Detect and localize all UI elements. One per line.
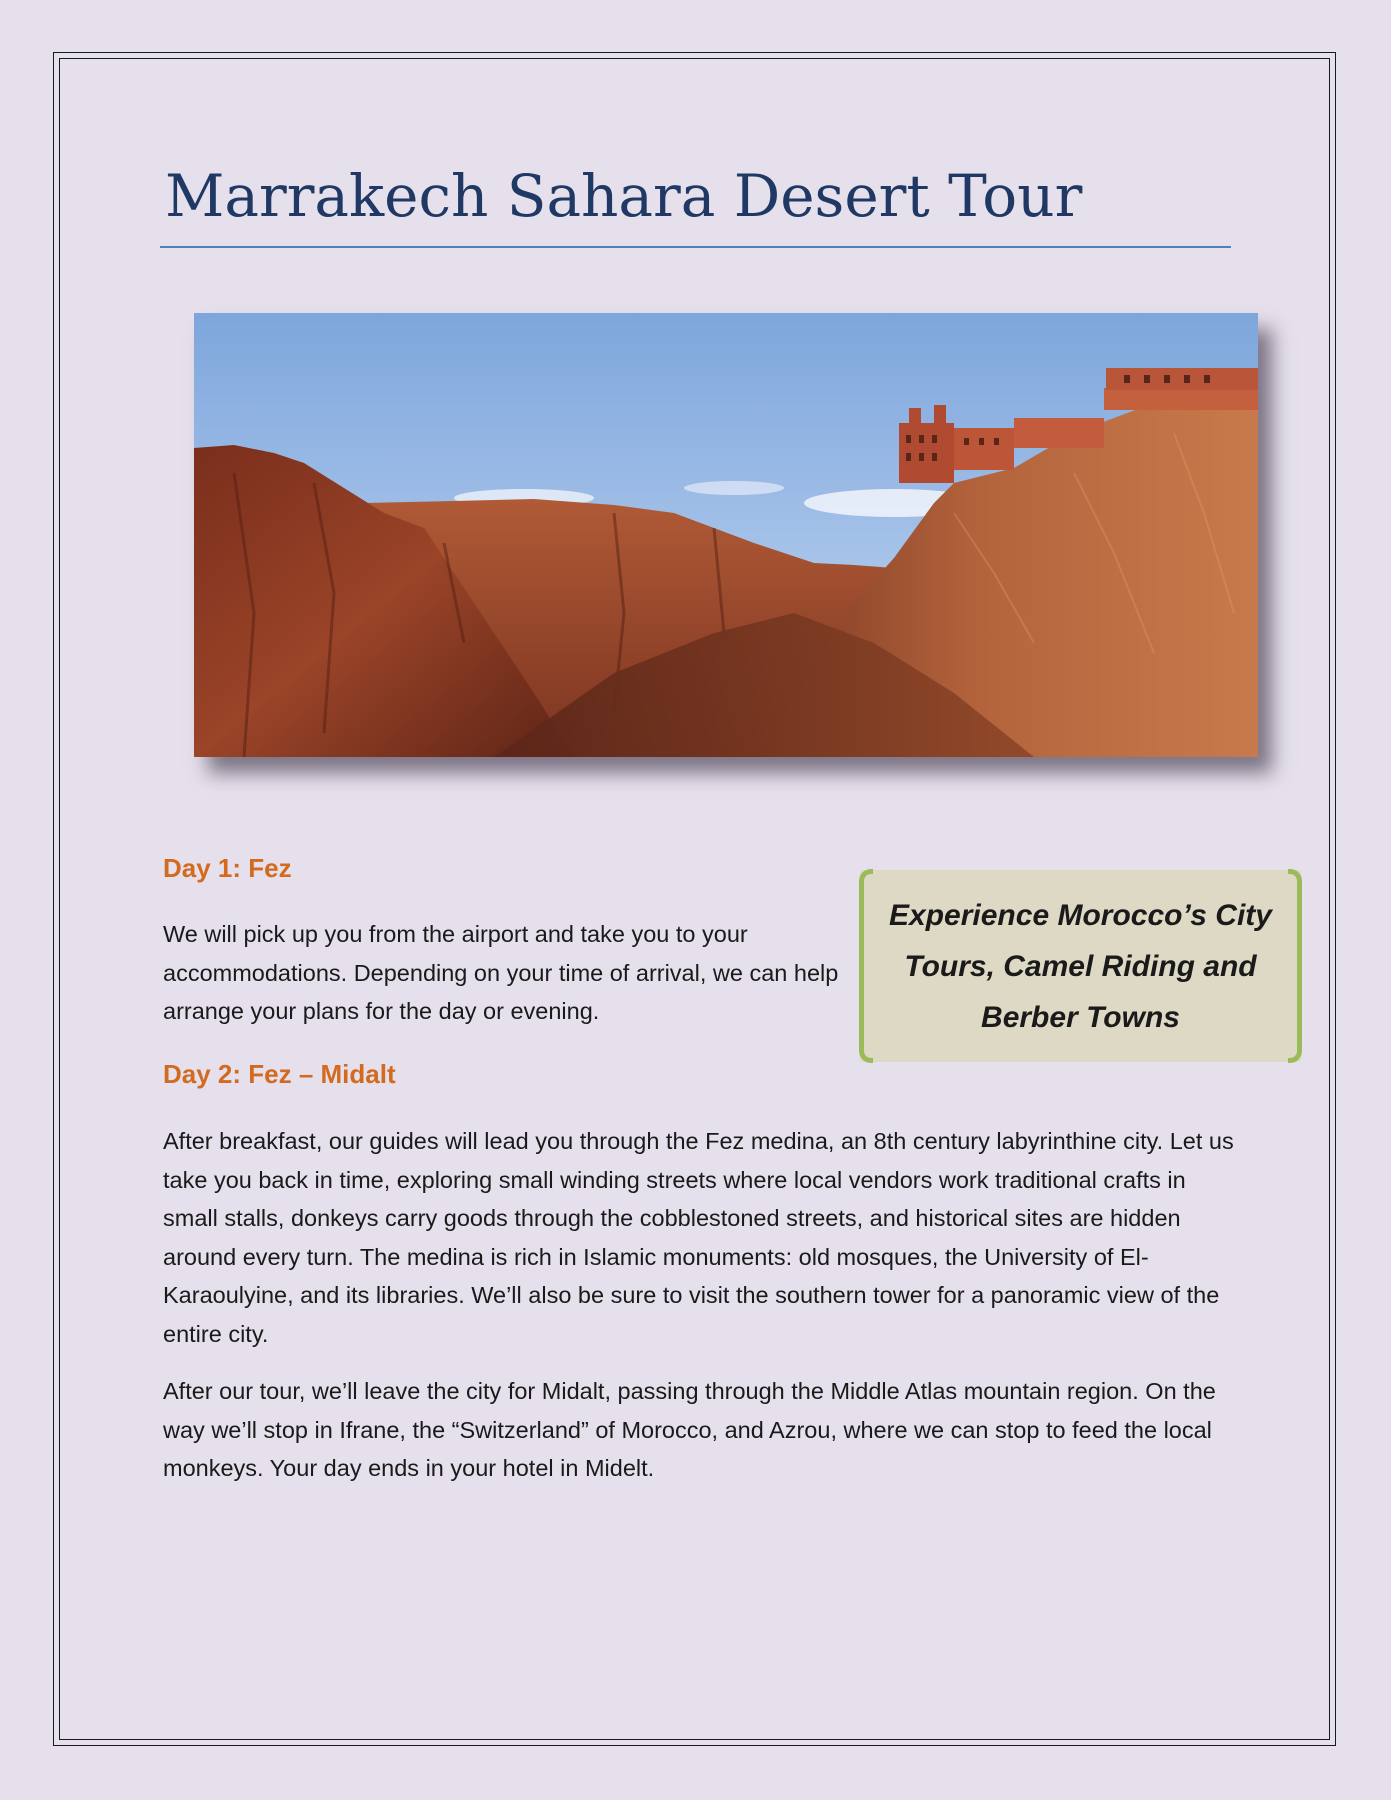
day-2-paragraph-2: After our tour, we’ll leave the city for Midalt, passing through the Middle Atlas mountain region. On the way we’ll stop in Ifrane, the “Switzerland” of Morocco, and Azrou, where we can stop to feed the local monkeys. Your day ends in your hotel in Midelt. (163, 1378, 1216, 1481)
document-title: Marrakech Sahara Desert Tour (165, 162, 1083, 230)
hero-image (194, 313, 1258, 757)
day-1-paragraph: We will pick up you from the airport and take you to your accommodations. Depending on your time of arrival, we can help arrange your plans for the day or evening. (163, 921, 839, 1024)
day-2-paragraph-1: After breakfast, our guides will lead you through the Fez medina, an 8th century labyrinthine city. Let us take you back in time, exploring small winding streets where local vendors work traditional crafts in small stalls, donkeys carry goods through the cobblestoned streets, and historical sites are hidden around every turn. The medina is rich in Islamic monuments: old mosques, the University of El-Karaoulyine, and its libraries. We’ll also be sure to visit the southern tower for a panoramic view of the entire city. (163, 1128, 1234, 1347)
title-underline (160, 246, 1231, 248)
day-1-heading: Day 1: Fez (163, 853, 292, 883)
callout-text: Experience Morocco’s City Tours, Camel Riding and Berber Towns (889, 898, 1272, 1034)
day-2-heading: Day 2: Fez – Midalt (163, 1059, 396, 1089)
callout-bracket-left (859, 869, 873, 1063)
canyon-illustration (194, 313, 1258, 757)
callout-bracket-right (1288, 869, 1302, 1063)
callout-box (860, 870, 1301, 1062)
